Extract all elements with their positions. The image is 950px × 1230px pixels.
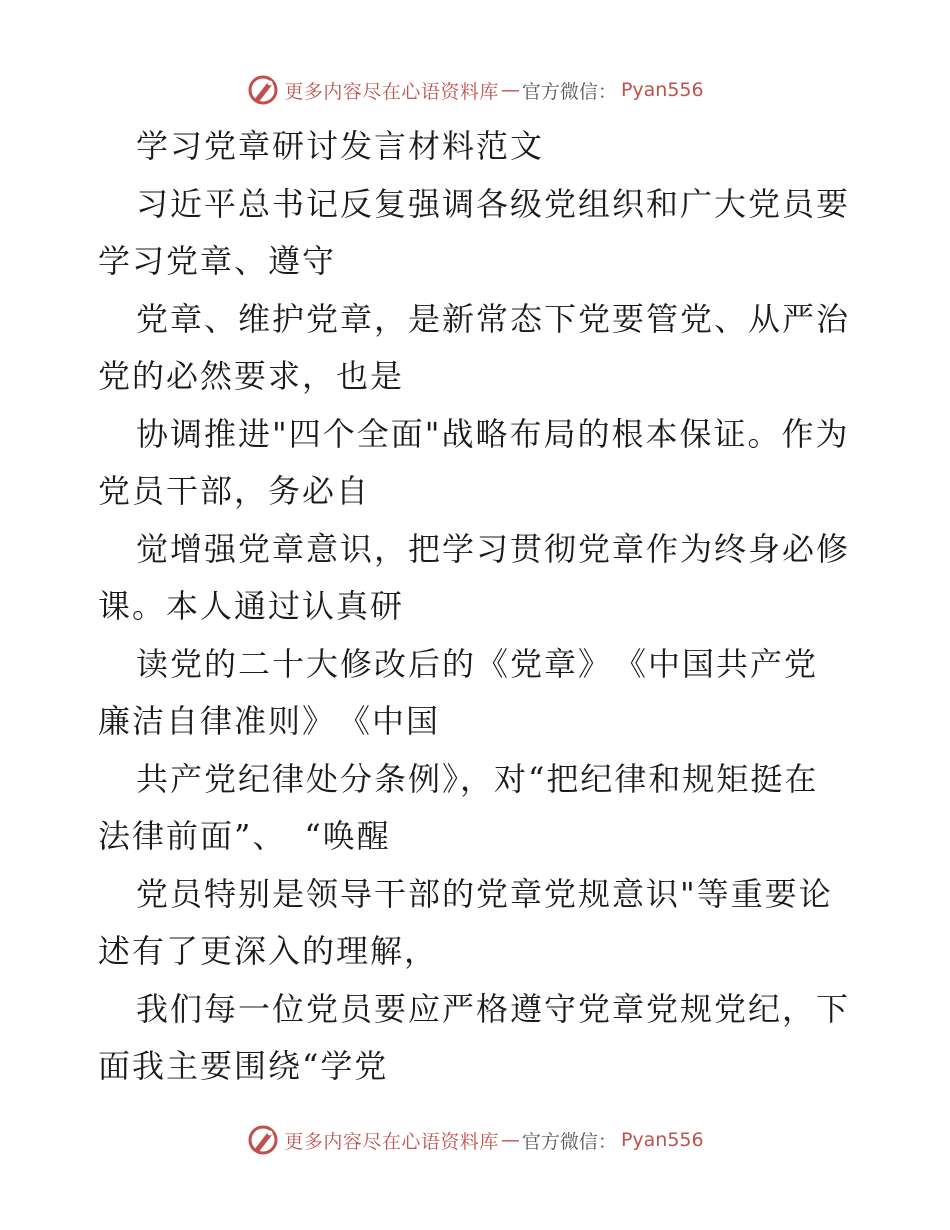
paragraph-line: 协调推进"四个全面"战略布局的根本保证。作为 bbox=[136, 414, 850, 453]
paragraph-line: 读党的二十大修改后的《党章》 《中国共产党 bbox=[136, 644, 819, 683]
banner-dash: — bbox=[500, 79, 520, 101]
paragraph-line: 习近平总书记反复强调各级党组织和广大党员要 bbox=[136, 184, 851, 223]
paragraph-line: 面我主要围绕“学党 bbox=[98, 1047, 389, 1085]
paragraph-line: 觉增强党章意识，把学习贯彻党章作为终身必修 bbox=[136, 529, 851, 568]
banner-official-label: 官方微信： bbox=[521, 80, 617, 103]
document-body bbox=[98, 118, 858, 1096]
pen-seal-logo-icon bbox=[246, 1123, 280, 1157]
paragraph-line: 党员干部，务必自 bbox=[98, 472, 371, 510]
paragraph-line: 党员特别是领导干部的党章党规意识"等重要论 bbox=[136, 874, 833, 913]
paragraph-line: 课。本人通过认真研 bbox=[98, 587, 405, 625]
paragraph-line: 党章、维护党章，是新常态下党要管党、从严治 bbox=[136, 299, 851, 338]
paragraph-line: 党的必然要求，也是 bbox=[98, 357, 405, 395]
header-banner bbox=[0, 70, 950, 110]
banner-slogan: 更多内容尽在心语资料库 bbox=[284, 80, 499, 103]
paragraph-line: 共产党纪律处分条例》，对“把纪律和规矩挺在 bbox=[136, 759, 819, 798]
pen-seal-logo-icon bbox=[246, 73, 280, 107]
banner-wechat-id: Pyan556 bbox=[620, 1129, 704, 1151]
banner-wechat-id: Pyan556 bbox=[620, 79, 704, 101]
paragraph-line: 法律前面”、 “唤醒 bbox=[98, 817, 391, 855]
paragraph-line: 廉洁自律准则》 《中国 bbox=[98, 702, 441, 740]
paragraph-line: 述有了更深入的理解， bbox=[98, 932, 439, 970]
banner-dash: — bbox=[500, 1129, 520, 1151]
banner-official-label: 官方微信： bbox=[521, 1130, 617, 1153]
banner-slogan: 更多内容尽在心语资料库 bbox=[284, 1130, 499, 1153]
paragraph-line: 学习党章、遵守 bbox=[98, 242, 337, 280]
paragraph-line: 我们每一位党员要应严格遵守党章党规党纪，下 bbox=[136, 989, 851, 1028]
document-title: 学习党章研讨发言材料范文 bbox=[136, 127, 545, 165]
footer-banner bbox=[0, 1120, 950, 1160]
